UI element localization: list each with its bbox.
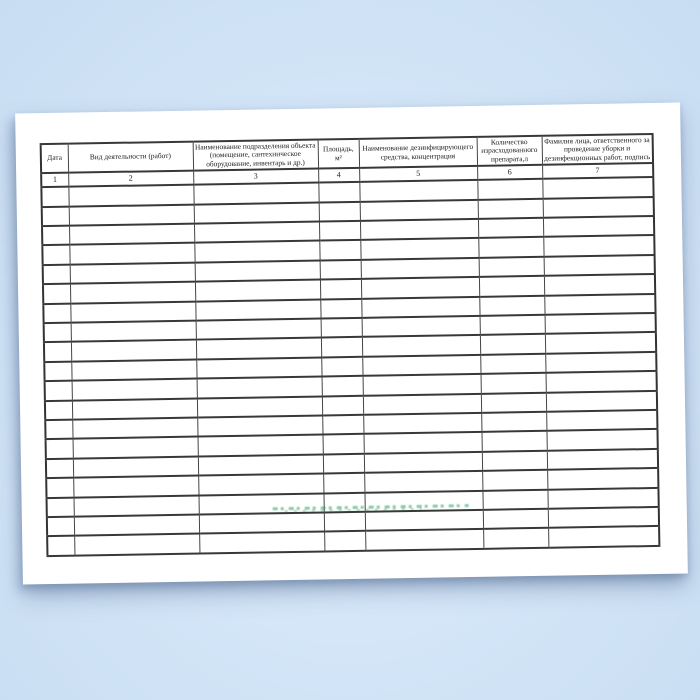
empty-cell — [362, 355, 480, 376]
empty-cell — [71, 359, 196, 380]
empty-cell — [543, 235, 654, 256]
empty-cell — [545, 352, 656, 373]
empty-cell — [363, 393, 481, 414]
empty-cell — [42, 245, 69, 265]
empty-cell — [548, 507, 659, 528]
empty-cell — [196, 357, 321, 378]
empty-cell — [42, 206, 69, 226]
empty-cell — [365, 529, 483, 551]
empty-cell — [41, 187, 68, 207]
empty-cell — [199, 512, 324, 533]
empty-cell — [73, 476, 198, 497]
empty-cell — [360, 200, 478, 221]
empty-cell — [544, 255, 655, 276]
empty-cell — [69, 224, 194, 245]
empty-cell — [47, 517, 74, 537]
empty-cell — [324, 531, 365, 551]
empty-cell — [364, 490, 482, 511]
empty-cell — [47, 536, 74, 556]
empty-cell — [363, 374, 481, 395]
empty-cell — [47, 497, 74, 517]
empty-cell — [198, 493, 323, 514]
empty-cell — [478, 237, 543, 257]
empty-cell — [360, 238, 478, 259]
empty-cell — [71, 340, 196, 361]
empty-cell — [194, 202, 319, 223]
disinfection-log-table — [40, 133, 661, 557]
empty-cell — [198, 454, 323, 475]
empty-cell — [545, 332, 656, 353]
column-header-3: Наименование подразделения объекта (помещение, сантехническое оборудование, инвентарь и др.) — [193, 140, 318, 171]
empty-cell — [363, 413, 481, 434]
column-number-6: 6 — [477, 165, 542, 180]
empty-cell — [44, 361, 71, 381]
empty-cell — [483, 528, 548, 549]
column-number-4: 4 — [318, 168, 359, 183]
column-number-3: 3 — [193, 169, 318, 185]
empty-cell — [364, 452, 482, 473]
column-number-1: 1 — [41, 173, 68, 187]
empty-cell — [198, 435, 323, 456]
empty-cell — [364, 471, 482, 492]
empty-cell — [482, 451, 547, 471]
empty-cell — [321, 337, 362, 357]
column-number-5: 5 — [359, 166, 477, 182]
empty-cell — [199, 532, 324, 554]
empty-cell — [543, 197, 654, 218]
empty-cell — [322, 415, 363, 435]
empty-cell — [319, 240, 360, 260]
empty-cell — [320, 279, 361, 299]
empty-cell — [70, 282, 195, 303]
empty-cell — [479, 257, 544, 277]
empty-cell — [72, 379, 197, 400]
column-header-4: Площадь, м² — [318, 139, 359, 169]
empty-cell — [542, 177, 653, 198]
empty-cell — [477, 179, 542, 199]
empty-cell — [42, 226, 69, 246]
empty-cell — [480, 354, 545, 374]
empty-cell — [481, 373, 546, 393]
empty-cell — [46, 458, 73, 478]
empty-cell — [324, 512, 365, 532]
column-number-2: 2 — [68, 171, 193, 187]
empty-cell — [44, 323, 71, 343]
empty-cell — [46, 478, 73, 498]
empty-cell — [45, 420, 72, 440]
table-body — [41, 177, 659, 556]
empty-cell — [544, 274, 655, 295]
empty-cell — [318, 182, 359, 202]
empty-cell — [319, 221, 360, 241]
empty-cell — [74, 534, 199, 556]
empty-cell — [70, 262, 195, 283]
empty-cell — [46, 439, 73, 459]
empty-cell — [323, 473, 364, 493]
empty-cell — [44, 342, 71, 362]
empty-cell — [73, 437, 198, 458]
empty-cell — [322, 395, 363, 415]
empty-cell — [547, 468, 658, 489]
empty-cell — [197, 415, 322, 436]
empty-cell — [197, 396, 322, 417]
empty-cell — [321, 318, 362, 338]
empty-cell — [195, 260, 320, 281]
empty-cell — [545, 313, 656, 334]
empty-cell — [365, 510, 483, 531]
empty-cell — [198, 474, 323, 495]
column-number-7: 7 — [542, 163, 653, 179]
empty-cell — [546, 371, 657, 392]
empty-cell — [196, 338, 321, 359]
empty-cell — [68, 185, 193, 206]
empty-cell — [194, 222, 319, 243]
empty-cell — [479, 276, 544, 296]
empty-cell — [74, 515, 199, 536]
empty-cell — [45, 400, 72, 420]
empty-cell — [69, 243, 194, 264]
empty-cell — [546, 391, 657, 412]
empty-cell — [480, 334, 545, 354]
empty-cell — [197, 377, 322, 398]
empty-cell — [196, 319, 321, 340]
empty-cell — [361, 297, 479, 318]
empty-cell — [361, 258, 479, 279]
empty-cell — [547, 487, 658, 508]
empty-cell — [43, 284, 70, 304]
empty-cell — [362, 335, 480, 356]
empty-cell — [481, 412, 546, 432]
empty-cell — [364, 432, 482, 453]
empty-cell — [72, 418, 197, 439]
empty-cell — [359, 180, 477, 201]
empty-cell — [481, 392, 546, 412]
empty-cell — [361, 277, 479, 298]
empty-cell — [480, 315, 545, 335]
empty-cell — [543, 216, 654, 237]
empty-cell — [319, 202, 360, 222]
empty-cell — [195, 280, 320, 301]
document-page — [15, 103, 688, 585]
empty-cell — [322, 376, 363, 396]
empty-cell — [320, 260, 361, 280]
empty-cell — [194, 241, 319, 262]
empty-cell — [193, 183, 318, 204]
empty-cell — [74, 495, 199, 516]
column-header-2: Вид деятельности (работ) — [68, 142, 193, 173]
empty-cell — [71, 321, 196, 342]
empty-cell — [478, 218, 543, 238]
column-header-1: Дата — [41, 144, 68, 174]
empty-cell — [483, 509, 548, 529]
empty-cell — [323, 454, 364, 474]
empty-cell — [544, 294, 655, 315]
empty-cell — [362, 316, 480, 337]
empty-cell — [72, 398, 197, 419]
empty-cell — [481, 431, 546, 451]
empty-cell — [548, 526, 659, 547]
empty-cell — [547, 449, 658, 470]
empty-cell — [479, 295, 544, 315]
column-header-7: Фамилия лица, ответственного за проведение уборки и дезинфекционных работ, подпись — [542, 134, 653, 165]
empty-cell — [546, 410, 657, 431]
empty-cell — [482, 489, 547, 509]
empty-cell — [323, 434, 364, 454]
empty-cell — [321, 357, 362, 377]
column-header-5: Наименование дезинфицирующего средства, концентрация — [359, 137, 477, 168]
empty-cell — [360, 219, 478, 240]
empty-cell — [478, 199, 543, 219]
empty-cell — [43, 265, 70, 285]
empty-cell — [195, 299, 320, 320]
empty-cell — [320, 298, 361, 318]
empty-cell — [546, 429, 657, 450]
empty-cell — [43, 303, 70, 323]
empty-cell — [45, 381, 72, 401]
empty-cell — [69, 204, 194, 225]
empty-cell — [482, 470, 547, 490]
empty-cell — [323, 492, 364, 512]
column-header-6: Количество израсходованного препарата,л — [477, 136, 542, 166]
empty-cell — [73, 456, 198, 477]
empty-cell — [70, 301, 195, 322]
